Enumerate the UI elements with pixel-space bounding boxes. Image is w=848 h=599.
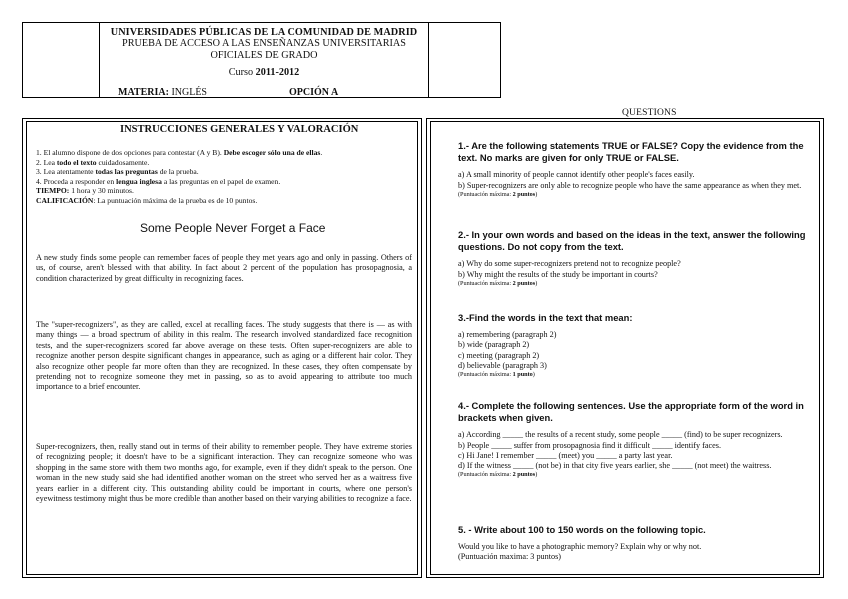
question-3 xyxy=(458,312,808,379)
subject-value: INGLÉS xyxy=(171,87,207,98)
header-right-cell xyxy=(428,23,500,97)
subject xyxy=(118,87,207,98)
rule-4: 4. Proceda a responder en lengua inglesa a las preguntas en el papel de examen. xyxy=(36,176,281,186)
question-1-item-a: a) A small minority of people cannot identify other people's faces easily. xyxy=(458,170,695,180)
subject-label: MATERIA: xyxy=(118,87,169,98)
instructions-title: INSTRUCCIONES GENERALES Y VALORACIÓN xyxy=(120,124,359,135)
question-3-score: (Puntuación máxima: 1 punto) xyxy=(458,371,535,379)
question-2-item-b: b) Why might the results of the study be important in courts? xyxy=(458,269,658,279)
question-4-item-c: c) Hi Jane! I remember _____ (meet) you _____ a party last year. xyxy=(458,450,673,460)
exam-title-line1: PRUEBA DE ACCESO A LAS ENSEÑANZAS UNIVERSITARIAS xyxy=(122,38,406,49)
reading-title: Some People Never Forget a Face xyxy=(140,221,326,235)
question-5 xyxy=(458,524,808,563)
course-year-value: 2011-2012 xyxy=(255,67,300,78)
rule-time: TIEMPO: 1 hora y 30 minutos. xyxy=(36,186,134,196)
university-name: UNIVERSIDADES PÚBLICAS DE LA COMUNIDAD DE MADRID xyxy=(110,27,418,38)
question-4-score: (Puntuación máxima: 2 puntos) xyxy=(458,471,538,479)
question-5-prompt: Would you like to have a photographic memory? Explain why or why not. xyxy=(458,542,702,552)
question-4-item-a: a) According _____ the results of a recent study, some people _____ (find) to be super recognizers. xyxy=(458,430,783,440)
question-4 xyxy=(458,400,808,479)
header-center-cell xyxy=(100,23,428,97)
question-2-score: (Puntuación máxima: 2 puntos) xyxy=(458,279,538,287)
questions-label: QUESTIONS xyxy=(622,108,677,118)
question-5-score: (Puntuación maxima: 3 puntos) xyxy=(458,552,562,562)
question-2 xyxy=(458,229,808,288)
exam-header xyxy=(22,22,501,98)
exam-option: OPCIÓN A xyxy=(289,87,339,98)
question-3-item-d: d) believable (paragraph 3) xyxy=(458,360,547,370)
rule-2: 2. Lea todo el texto cuidadosamente. xyxy=(36,157,150,167)
course-prefix: Curso xyxy=(228,67,254,78)
question-1-item-b: b) Super-recognizers are only able to recognize people who have the same appearance as when they met. xyxy=(458,180,802,190)
rule-grading: CALIFICACIÓN: La puntuación máxima de la prueba es de 10 puntos. xyxy=(36,195,258,205)
instructions-list xyxy=(36,148,416,206)
question-5-heading: 5. - Write about 100 to 150 words on the following topic. xyxy=(458,524,706,535)
question-1-score: (Puntuación máxima: 2 puntos) xyxy=(458,190,538,198)
header-left-cell xyxy=(23,23,100,97)
course-year xyxy=(100,67,428,78)
exam-title-line2: OFICIALES DE GRADO xyxy=(210,50,318,61)
question-3-heading: 3.-Find the words in the text that mean: xyxy=(458,312,633,323)
question-2-heading: 2.- In your own words and based on the ideas in the text, answer the following questions. Do not copy from the text. xyxy=(458,229,806,253)
rule-3: 3. Lea atentamente todas las preguntas de la prueba. xyxy=(36,167,199,177)
question-3-item-b: b) wide (paragraph 2) xyxy=(458,340,530,350)
question-1-heading: 1.- Are the following statements TRUE or FALSE? Copy the evidence from the text. No marks are given for only TRUE or FALSE. xyxy=(458,140,804,164)
question-1 xyxy=(458,140,808,199)
question-4-heading: 4.- Complete the following sentences. Use the appropriate form of the word in brackets when given. xyxy=(458,400,804,424)
question-2-item-a: a) Why do some super-recognizers pretend not to recognize people? xyxy=(458,259,681,269)
reading-paragraph-2: The "super-recognizers", as they are called, excel at recalling faces. The study suggests that there is — as with many things — a broad spectrum of ability in this realm. The research involved standardized face recognition tests, and the super-recognizers scored far above average on these tests. Often super-recognizers are able to recognize another person despite significant changes in appearance, such as aging or a different hair color. They also recognize other people far more often than they are recognized. In these cases, they often compensate by pretending not to recognize someone they met in passing, so as to avoid appearing to attribute too much importance to a brief encounter. xyxy=(36,320,412,392)
question-4-item-d: d) If the witness _____ (not be) in that city five years earlier, she _____ (not meet) the waitress. xyxy=(458,461,772,471)
reading-paragraph-3: Super-recognizers, then, really stand out in terms of their ability to remember people. They have extreme stories of recognizing people; it doesn't have to be a significant interaction. They can recognize someone who was shopping in the same store with them two months ago, for example, even if they didn't speak to the person. One woman in the new study said she had identified another woman on the street who served her as a waitress five years earlier in a different city. This outstanding ability could be important in courts, where one person's eyewitness testimony might thus be more credible than another based on their varying abilities to recognize a face. xyxy=(36,442,412,504)
rule-1: 1. El alumno dispone de dos opciones para contestar (A y B). Debe escoger sólo una de ellas. xyxy=(36,148,323,157)
question-3-item-a: a) remembering (paragraph 2) xyxy=(458,330,557,340)
question-4-item-b: b) People _____ suffer from prosopagnosia find it difficult _____ identify faces. xyxy=(458,440,722,450)
reading-paragraph-1: A new study finds some people can remember faces of people they met years ago and only in passing. Others of us, of course, aren't blessed with that ability. In fact about 2 percent of the population has prosopagnosia, a condition characterized by great difficulty in recognizing faces. xyxy=(36,253,412,283)
question-3-item-c: c) meeting (paragraph 2) xyxy=(458,350,540,360)
